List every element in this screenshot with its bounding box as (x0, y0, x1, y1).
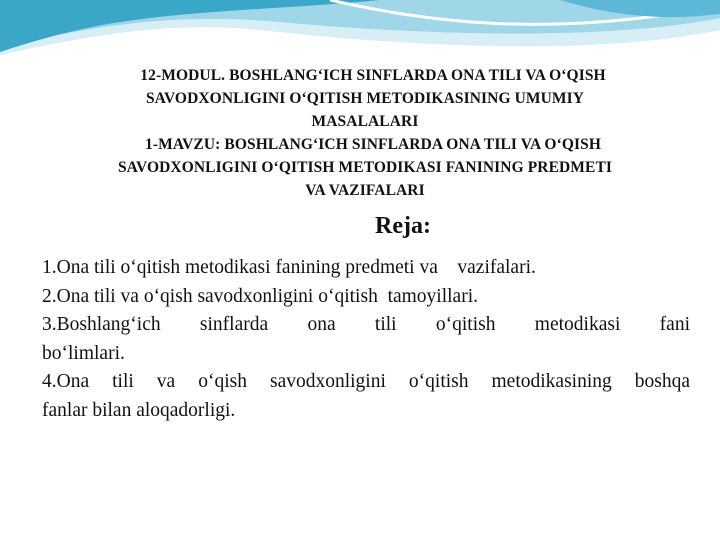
module-heading-line2: SAVODXONLIGINI O‘QITISH METODIKASINING UMUMIY (145, 90, 585, 107)
plan-title: Reja: (375, 213, 431, 239)
module-heading-line3: MASALALARI (311, 113, 419, 130)
topic-heading-line3: VA VAZIFALARI (305, 182, 425, 199)
plan-list (42, 254, 690, 425)
module-heading-line1: 12-MODUL. BOSHLANG‘ICH SINFLARDA ONA TILI VA O‘QISH (140, 67, 606, 84)
plan-item-4-line1: 4.Ona tili va o‘qish savodxonligini o‘qitish metodikasining boshqa (42, 371, 690, 392)
module-heading (40, 64, 690, 133)
plan-item-2: 2.Ona tili va o‘qish savodxonligini o‘qitish tamoyillari. (42, 285, 478, 307)
topic-heading-line1: 1-MAVZU: BOSHLANG‘ICH SINFLARDA ONA TILI VA O‘QISH (144, 136, 602, 153)
plan-item-1: 1.Ona tili o‘qitish metodikasi fanining predmeti va vazifalari. (42, 257, 536, 278)
plan-item-4-line2: fanlar bilan aloqadorligi. (42, 399, 236, 421)
plan-item-3-line2: bo‘limlari. (42, 342, 125, 364)
topic-heading (40, 133, 690, 202)
topic-heading-line2: SAVODXONLIGINI O‘QITISH METODIKASI FANINING PREDMETI (117, 159, 613, 176)
plan-item-3-line1: 3.Boshlang‘ich sinflarda ona tili o‘qitish metodikasi fani (42, 314, 690, 335)
